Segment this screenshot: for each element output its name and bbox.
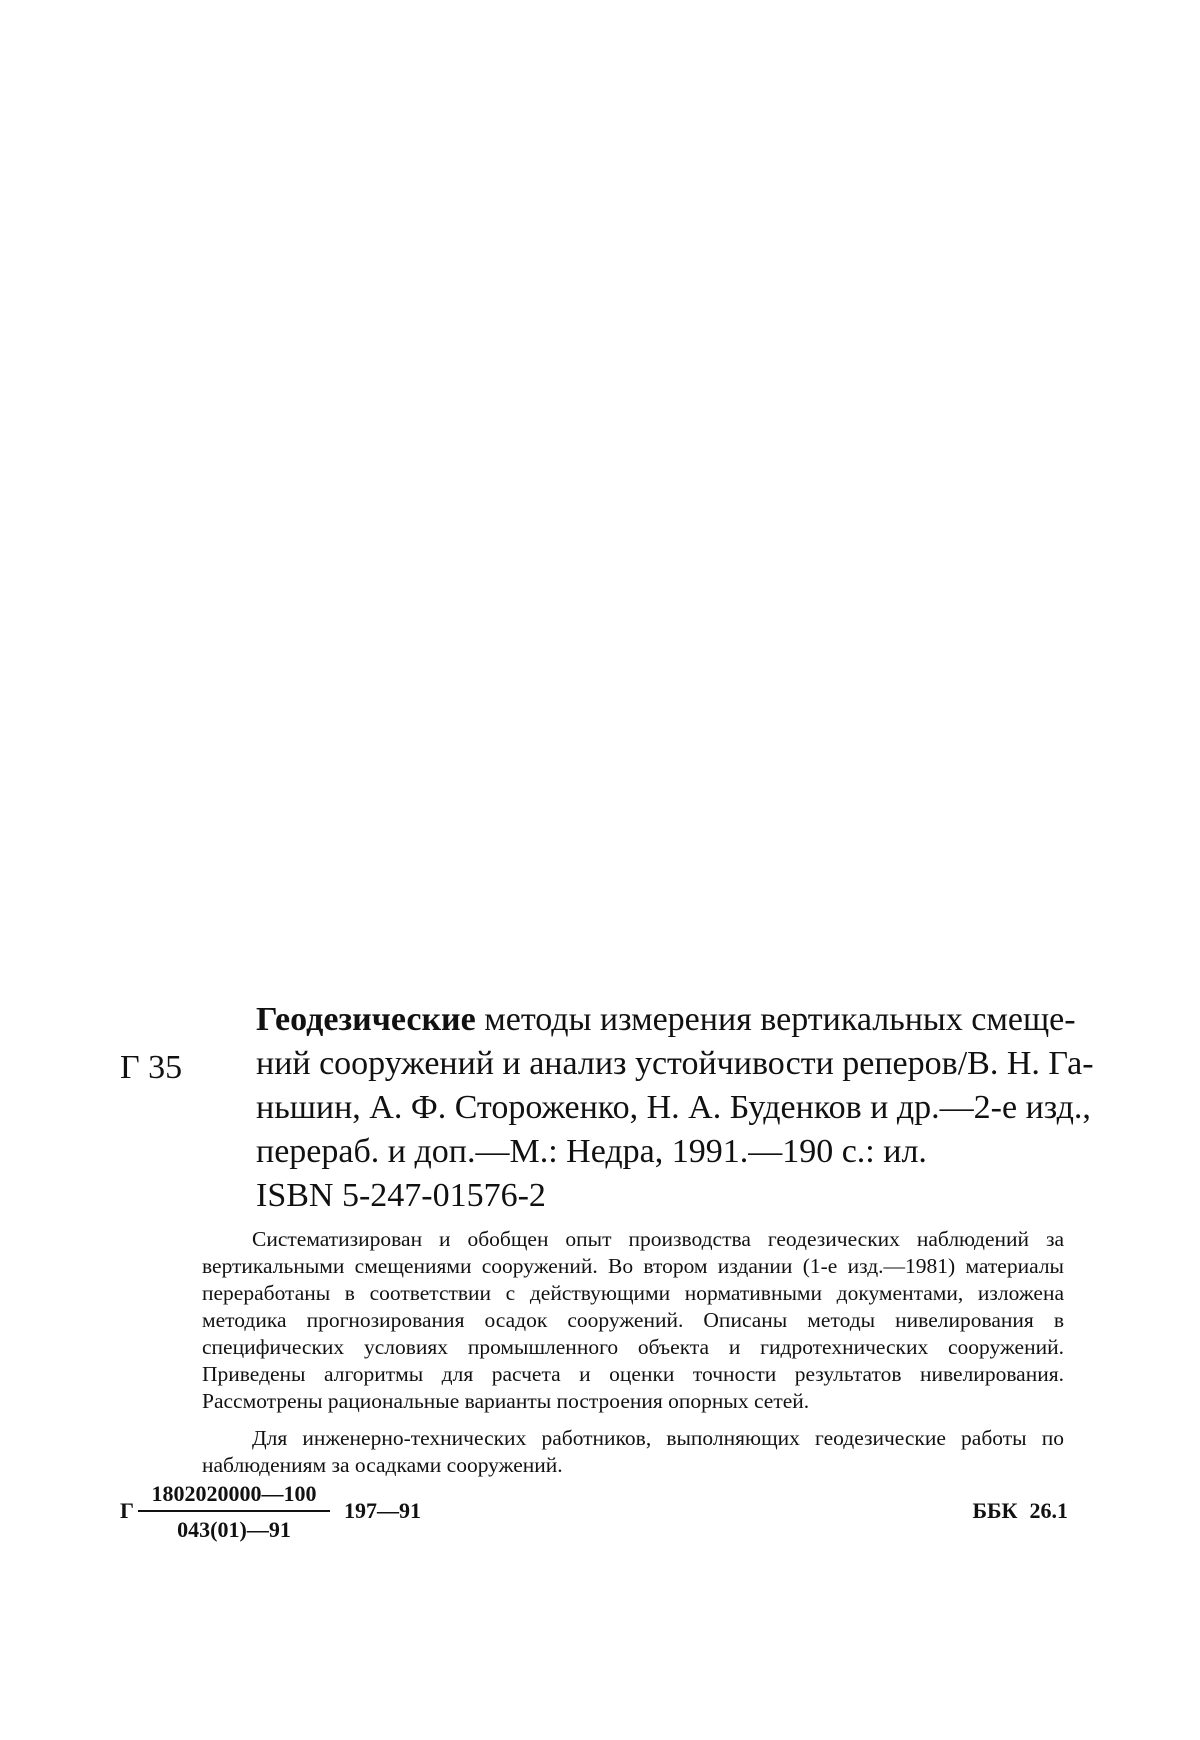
annotation-paragraph-2: Для инженерно-технических работников, выполняющих геодезические работы по наблюдениям за осадками сооружений. [202,1426,1064,1477]
bbk-value: 26.1 [1029,1498,1068,1523]
bibliographic-entry [256,998,1094,1218]
isbn: ISBN 5-247-01576-2 [256,1177,546,1214]
fraction-denominator: 043(01)—91 [177,1517,291,1542]
classification-codes [120,1480,1080,1560]
annotation-paragraph-1: Систематизирован и обобщен опыт производства геодезических наблюдений за вертикальными смещениями сооружений. Во втором издании (1-е изд.—1981) материалы переработаны в соответствии с действующими нормативными документами, изложена методика прогнозирования осадок сооружений. Описаны методы нивелирования в специфических условиях промышленного объекта и гидротехнических сооружений. Приведены алгоритмы для расчета и оценки точности результатов нивелирования. Рассмотрены рациональные варианты построения опорных сетей. [202,1227,1064,1413]
catalog-index: Г 35 [120,1049,183,1086]
order-code: 197—91 [344,1498,421,1523]
fraction-bar [138,1510,330,1512]
entry-line-4: перераб. и доп.—М.: Недра, 1991.—190 с.: ил. [256,1133,927,1170]
book-title-bold: Геодезические [256,1001,476,1038]
classification-letter: Г [120,1498,134,1523]
fraction-numerator: 1802020000—100 [151,1481,317,1506]
classification-fraction [138,1480,330,1544]
bbk-label: ББК [972,1498,1018,1523]
annotation [202,1226,1064,1479]
book-title-rest: методы измерения вертикальных смеще- [484,1001,1076,1038]
bbk-code [972,1498,1068,1524]
entry-line-1 [256,998,1076,1042]
entry-line-3: ньшин, А. Ф. Стороженко, Н. А. Буденков и др.—2-е изд., [256,1089,1091,1126]
entry-line-2: ний сооружений и анализ устойчивости реперов/В. Н. Га- [256,1045,1094,1082]
